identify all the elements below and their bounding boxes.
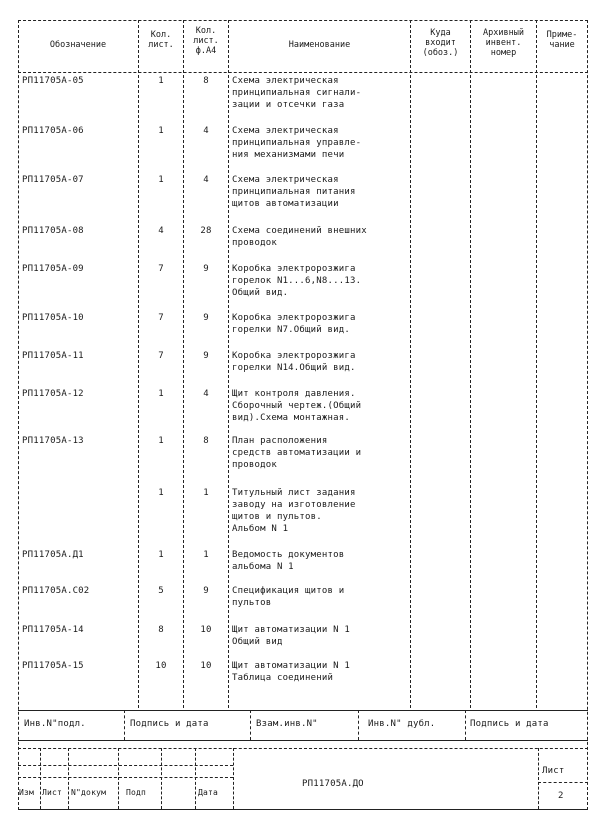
row-a4: 10 — [200, 661, 212, 671]
row-name: Коробка электророзжига горелок N1...6,N8...13. Общий вид. — [232, 264, 362, 298]
row-sheets: 7 — [158, 313, 164, 323]
row-name: Схема электрическая принципиальная управле- ния механизмами печи — [232, 126, 362, 160]
row-name: Щит контроля давления. Сборочный чертеж.(Общий вид).Схема монтажная. — [232, 389, 362, 423]
tb-doc-code: РП11705А.ДО — [302, 779, 364, 789]
stamp-sep-3 — [358, 710, 359, 740]
row-a4: 9 — [203, 313, 209, 323]
row-sheets: 1 — [158, 126, 164, 136]
row-name: Спецификация щитов и пультов — [232, 586, 345, 608]
row-designation: РП11705А-06 — [22, 126, 84, 136]
row-sheets: 4 — [158, 226, 164, 236]
col-sep-1 — [138, 20, 139, 708]
hdr-archive-no: Архивный инвент. номер — [483, 28, 524, 58]
row-sheets: 1 — [158, 175, 164, 185]
row-name: Коробка электророзжига горелки N14.Общий вид. — [232, 351, 356, 373]
row-a4: 1 — [203, 488, 209, 498]
row-sheets: 7 — [158, 264, 164, 274]
row-a4: 1 — [203, 550, 209, 560]
row-a4: 9 — [203, 264, 209, 274]
row-designation: РП11705А-05 — [22, 76, 84, 86]
title-bottom-line — [18, 809, 588, 810]
row-name: Схема электрическая принципиальная сигнали- зации и отсечки газа — [232, 76, 362, 110]
row-sheets: 1 — [158, 436, 164, 446]
stamp-vzam-inv: Взам.инв.N" — [256, 719, 318, 729]
sheet-cell-line — [538, 782, 588, 783]
row-name: Щит автоматизации N 1 Общий вид — [232, 625, 350, 647]
col-sep-3 — [228, 20, 229, 708]
row-designation: РП11705А-09 — [22, 264, 84, 274]
stamp-sep-1 — [124, 710, 125, 740]
row-designation: РП11705А-07 — [22, 175, 84, 185]
tb-ndoc: N"докум — [71, 788, 107, 797]
col-sep-6 — [536, 20, 537, 708]
row-a4: 28 — [200, 226, 212, 236]
row-designation: РП11705А-08 — [22, 226, 84, 236]
title-sep-6 — [233, 748, 234, 809]
frame-right — [587, 20, 588, 810]
tb-podp: Подп — [126, 788, 147, 797]
stamp-top-line — [18, 710, 588, 711]
hdr-name: Наименование — [288, 40, 351, 50]
frame-left — [18, 20, 19, 810]
stamp-inv-orig: Инв.N"подл. — [24, 719, 86, 729]
row-name: Схема соединений внешних проводок — [232, 226, 367, 248]
stamp-bottom-line — [18, 740, 588, 741]
row-a4: 9 — [203, 351, 209, 361]
row-sheets: 10 — [155, 661, 167, 671]
col-sep-5 — [470, 20, 471, 708]
title-line-1 — [18, 748, 588, 749]
row-sheets: 8 — [158, 625, 164, 635]
row-designation: РП11705А-11 — [22, 351, 84, 361]
row-name: Ведомость документов альбома N 1 — [232, 550, 345, 572]
row-sheets: 7 — [158, 351, 164, 361]
hdr-where-used: Куда входит (обоз.) — [422, 28, 459, 58]
title-line-3 — [18, 777, 233, 778]
row-sheets: 1 — [158, 389, 164, 399]
stamp-sign-date-1: Подпись и дата — [130, 719, 209, 729]
title-sep-3 — [118, 748, 119, 809]
stamp-inv-dubl: Инв.N" дубл. — [368, 719, 436, 729]
row-sheets: 5 — [158, 586, 164, 596]
row-designation: РП11705А-13 — [22, 436, 84, 446]
row-designation: РП11705А-15 — [22, 661, 84, 671]
hdr-qty-sheets: Кол. лист. — [148, 30, 174, 50]
title-sep-7 — [538, 748, 539, 809]
title-sep-5 — [195, 748, 196, 809]
row-name: Щит автоматизации N 1 Таблица соединений — [232, 661, 350, 683]
row-designation: РП11705А-14 — [22, 625, 84, 635]
row-a4: 4 — [203, 126, 209, 136]
row-name: Коробка электророзжига горелки N7.Общий вид. — [232, 313, 356, 335]
row-a4: 9 — [203, 586, 209, 596]
title-sep-4 — [161, 748, 162, 809]
col-sep-4 — [410, 20, 411, 708]
tb-list: Лист — [42, 788, 63, 797]
tb-data: Дата — [198, 788, 219, 797]
hdr-note: Приме- чание — [546, 30, 578, 50]
hdr-designation: Обозначение — [49, 40, 107, 50]
tb-izm: Изм — [19, 788, 35, 797]
row-designation: РП11705А-10 — [22, 313, 84, 323]
tb-sheet-number: 2 — [558, 791, 564, 801]
frame-top — [18, 20, 588, 21]
row-name: План расположения средств автоматизации и проводок — [232, 436, 362, 470]
stamp-sep-4 — [465, 710, 466, 740]
title-line-2 — [18, 765, 233, 766]
row-designation: РП11705А-12 — [22, 389, 84, 399]
row-a4: 8 — [203, 76, 209, 86]
row-sheets: 1 — [158, 550, 164, 560]
title-sep-2 — [68, 748, 69, 809]
row-designation: РП11705А.С02 — [22, 586, 90, 596]
row-sheets: 1 — [158, 76, 164, 86]
row-a4: 4 — [203, 389, 209, 399]
row-name: Титульный лист задания заводу на изготовление щитов и пультов. Альбом N 1 — [232, 488, 356, 534]
tb-sheet-label: Лист — [542, 766, 565, 776]
hdr-qty-a4: Кол. лист. ф.А4 — [193, 26, 219, 56]
row-sheets: 1 — [158, 488, 164, 498]
row-name: Схема электрическая принципиальная питания щитов автоматизации — [232, 175, 356, 209]
row-a4: 4 — [203, 175, 209, 185]
stamp-sign-date-2: Подпись и дата — [470, 719, 549, 729]
document-sheet — [18, 20, 588, 810]
col-sep-2 — [183, 20, 184, 708]
header-underline — [18, 72, 588, 73]
title-sep-1 — [40, 748, 41, 809]
stamp-sep-2 — [250, 710, 251, 740]
row-a4: 8 — [203, 436, 209, 446]
row-a4: 10 — [200, 625, 212, 635]
row-designation: РП11705А.Д1 — [22, 550, 84, 560]
